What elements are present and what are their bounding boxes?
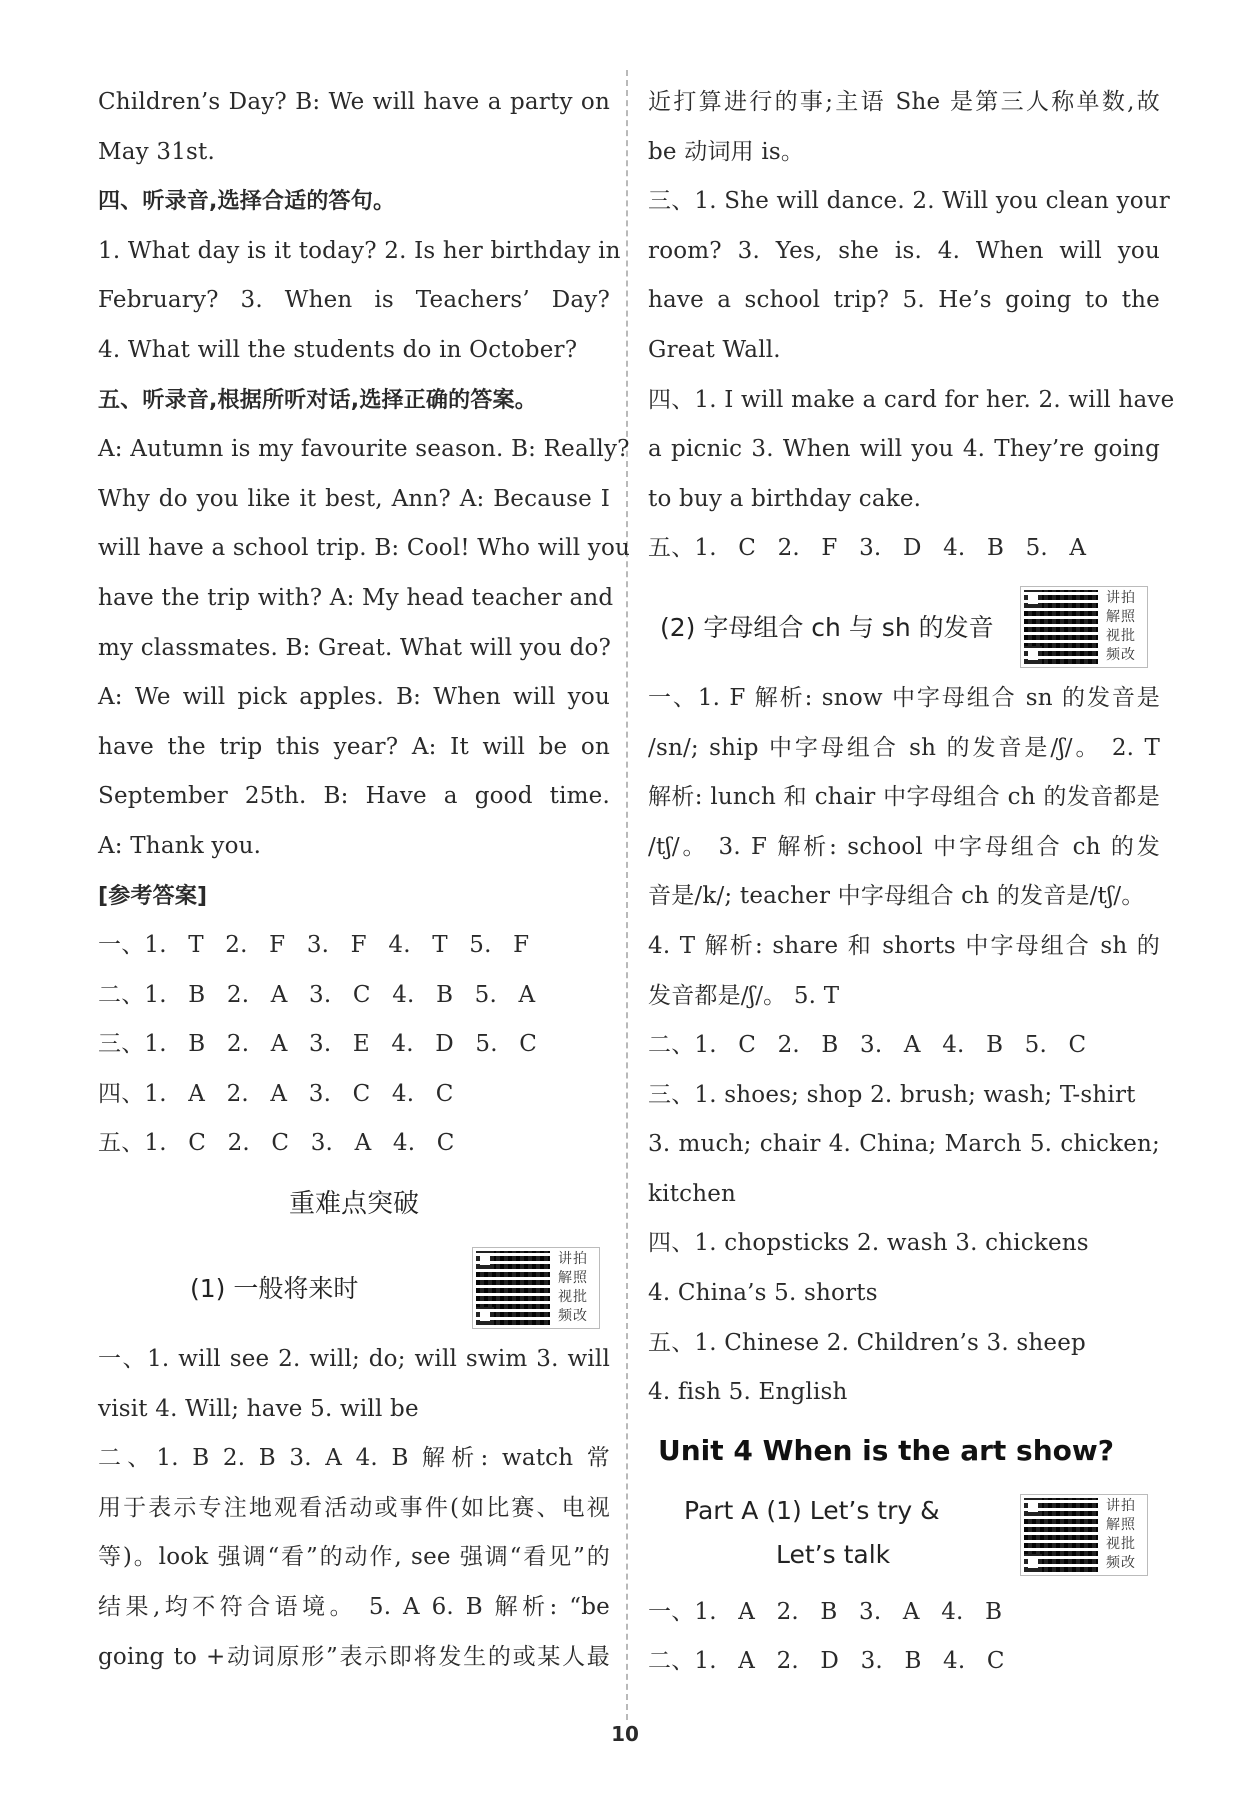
right-column: [648, 78, 1175, 1687]
text-line: Why do you like it best, Ann? A: Because I: [98, 485, 610, 512]
qr-label: 讲拍 解照 视批 频改: [1106, 1497, 1136, 1571]
text-line: have the trip this year? A: It will be on: [98, 733, 610, 760]
subsection-title: (1) 一般将来时: [190, 1274, 359, 1304]
answer-line: 一、1. A 2. B 3. A 4. B: [648, 1598, 1003, 1625]
left-column: [98, 78, 631, 1682]
qr-label: 讲拍 解照 视批 频改: [1106, 589, 1136, 663]
subsection-header: [98, 1239, 610, 1335]
text-line: have the trip with? A: My head teacher and: [98, 584, 614, 611]
answer-line: 二、1. C 2. B 3. A 4. B 5. C: [648, 1032, 1087, 1059]
page-number: 10: [611, 1722, 639, 1746]
text-line: 四、1. chopsticks 2. wash 3. chickens: [648, 1230, 1089, 1257]
text-line: May 31st.: [98, 138, 215, 165]
text-line: 4. fish 5. English: [648, 1379, 848, 1406]
text-line: be 动词用 is。: [648, 138, 805, 165]
text-line: 四、1. I will make a card for her. 2. will have: [648, 386, 1175, 413]
text-line: /sn/; ship 中字母组合 sh 的发音是/ʃ/。 2. T: [648, 734, 1160, 761]
answer-line: 一、1. T 2. F 3. F 4. T 5. F: [98, 932, 530, 959]
subsection-header: [648, 574, 1160, 674]
answer-line: 五、1. C 2. C 3. A 4. C: [98, 1130, 455, 1157]
qr-code-icon: [1024, 590, 1098, 664]
question-heading: 五、听录音,根据所听对话,选择正确的答案。: [98, 387, 537, 413]
text-line: 用于表示专注地观看活动或事件(如比赛、电视: [98, 1494, 610, 1521]
text-line: 三、1. shoes; shop 2. brush; wash; T-shirt: [648, 1081, 1136, 1108]
text-line: 3. much; chair 4. China; March 5. chicken;: [648, 1131, 1160, 1158]
part-title-line1: Part A (1) Let’s try &: [684, 1495, 940, 1525]
text-line: A: Thank you.: [98, 832, 262, 859]
answer-line: 三、1. B 2. A 3. E 4. D 5. C: [98, 1031, 538, 1058]
text-line: 解析: lunch 和 chair 中字母组合 ch 的发音都是: [648, 784, 1160, 811]
answer-line: 四、1. A 2. A 3. C 4. C: [98, 1080, 454, 1107]
qr-code-icon: [1024, 1498, 1098, 1572]
text-line: a picnic 3. When will you 4. They’re going: [648, 436, 1160, 463]
answer-line: 二、1. B 2. A 3. C 4. B 5. A: [98, 981, 536, 1008]
reference-answer-heading: [参考答案]: [98, 883, 208, 909]
subsection-title: (2) 字母组合 ch 与 sh 的发音: [660, 612, 994, 642]
column-divider: [626, 70, 628, 1720]
question-heading: 四、听录音,选择合适的答句。: [98, 189, 396, 215]
qr-code[interactable]: [1020, 586, 1148, 668]
qr-code[interactable]: [1020, 1494, 1148, 1576]
text-line: 等)。look 强调“看”的动作, see 强调“看见”的: [98, 1544, 610, 1571]
unit-title: Unit 4 When is the art show?: [658, 1433, 1114, 1467]
text-line: 结果,均不符合语境。 5. A 6. B 解析: “be: [98, 1594, 610, 1621]
qr-code-icon: [476, 1251, 550, 1325]
text-line: 4. What will the students do in October?: [98, 336, 578, 363]
text-line: 二、1. B 2. B 3. A 4. B 解析: watch 常: [98, 1445, 610, 1472]
qr-label: 讲拍 解照 视批 频改: [558, 1251, 588, 1325]
text-line: 三、1. She will dance. 2. Will you clean your: [648, 188, 1170, 215]
text-line: 4. T 解析: share 和 shorts 中字母组合 sh 的: [648, 932, 1160, 959]
text-line: 五、1. Chinese 2. Children’s 3. sheep: [648, 1329, 1086, 1356]
text-line: A: We will pick apples. B: When will you: [98, 684, 610, 711]
text-line: 近打算进行的事;主语 She 是第三人称单数,故: [648, 89, 1160, 115]
text-line: will have a school trip. B: Cool! Who will you: [98, 535, 631, 562]
text-line: my classmates. B: Great. What will you do?: [98, 634, 612, 661]
text-line: /tʃ/。 3. F 解析: school 中字母组合 ch 的发: [648, 833, 1160, 860]
text-line: have a school trip? 5. He’s going to the: [648, 287, 1160, 314]
text-line: 4. China’s 5. shorts: [648, 1280, 878, 1307]
text-line: A: Autumn is my favourite season. B: Really?: [98, 436, 630, 463]
text-line: September 25th. B: Have a good time.: [98, 783, 610, 810]
text-line: Great Wall.: [648, 336, 781, 363]
text-line: 一、1. will see 2. will; do; will swim 3. will: [98, 1346, 610, 1373]
qr-code[interactable]: [472, 1247, 600, 1329]
text-line: room? 3. Yes, she is. 4. When will you: [648, 237, 1160, 264]
text-line: 1. What day is it today? 2. Is her birthday in: [98, 237, 621, 264]
text-line: going to +动词原形”表示即将发生的或某人最: [98, 1643, 610, 1670]
section-title: 重难点突破: [288, 1189, 419, 1220]
part-title-line2: Let’s talk: [776, 1539, 891, 1569]
text-line: Children’s Day? B: We will have a party on: [98, 89, 610, 115]
text-line: visit 4. Will; have 5. will be: [98, 1395, 419, 1422]
part-header: [648, 1484, 1160, 1588]
text-line: February? 3. When is Teachers’ Day?: [98, 287, 610, 314]
text-line: 一、1. F 解析: snow 中字母组合 sn 的发音是: [648, 684, 1160, 711]
text-line: 音是/k/; teacher 中字母组合 ch 的发音是/tʃ/。: [648, 883, 1145, 910]
text-line: to buy a birthday cake.: [648, 485, 922, 512]
answer-line: 五、1. C 2. F 3. D 4. B 5. A: [648, 535, 1087, 562]
answer-line: 二、1. A 2. D 3. B 4. C: [648, 1648, 1005, 1675]
text-line: 发音都是/ʃ/。 5. T: [648, 982, 840, 1009]
text-line: kitchen: [648, 1180, 737, 1207]
